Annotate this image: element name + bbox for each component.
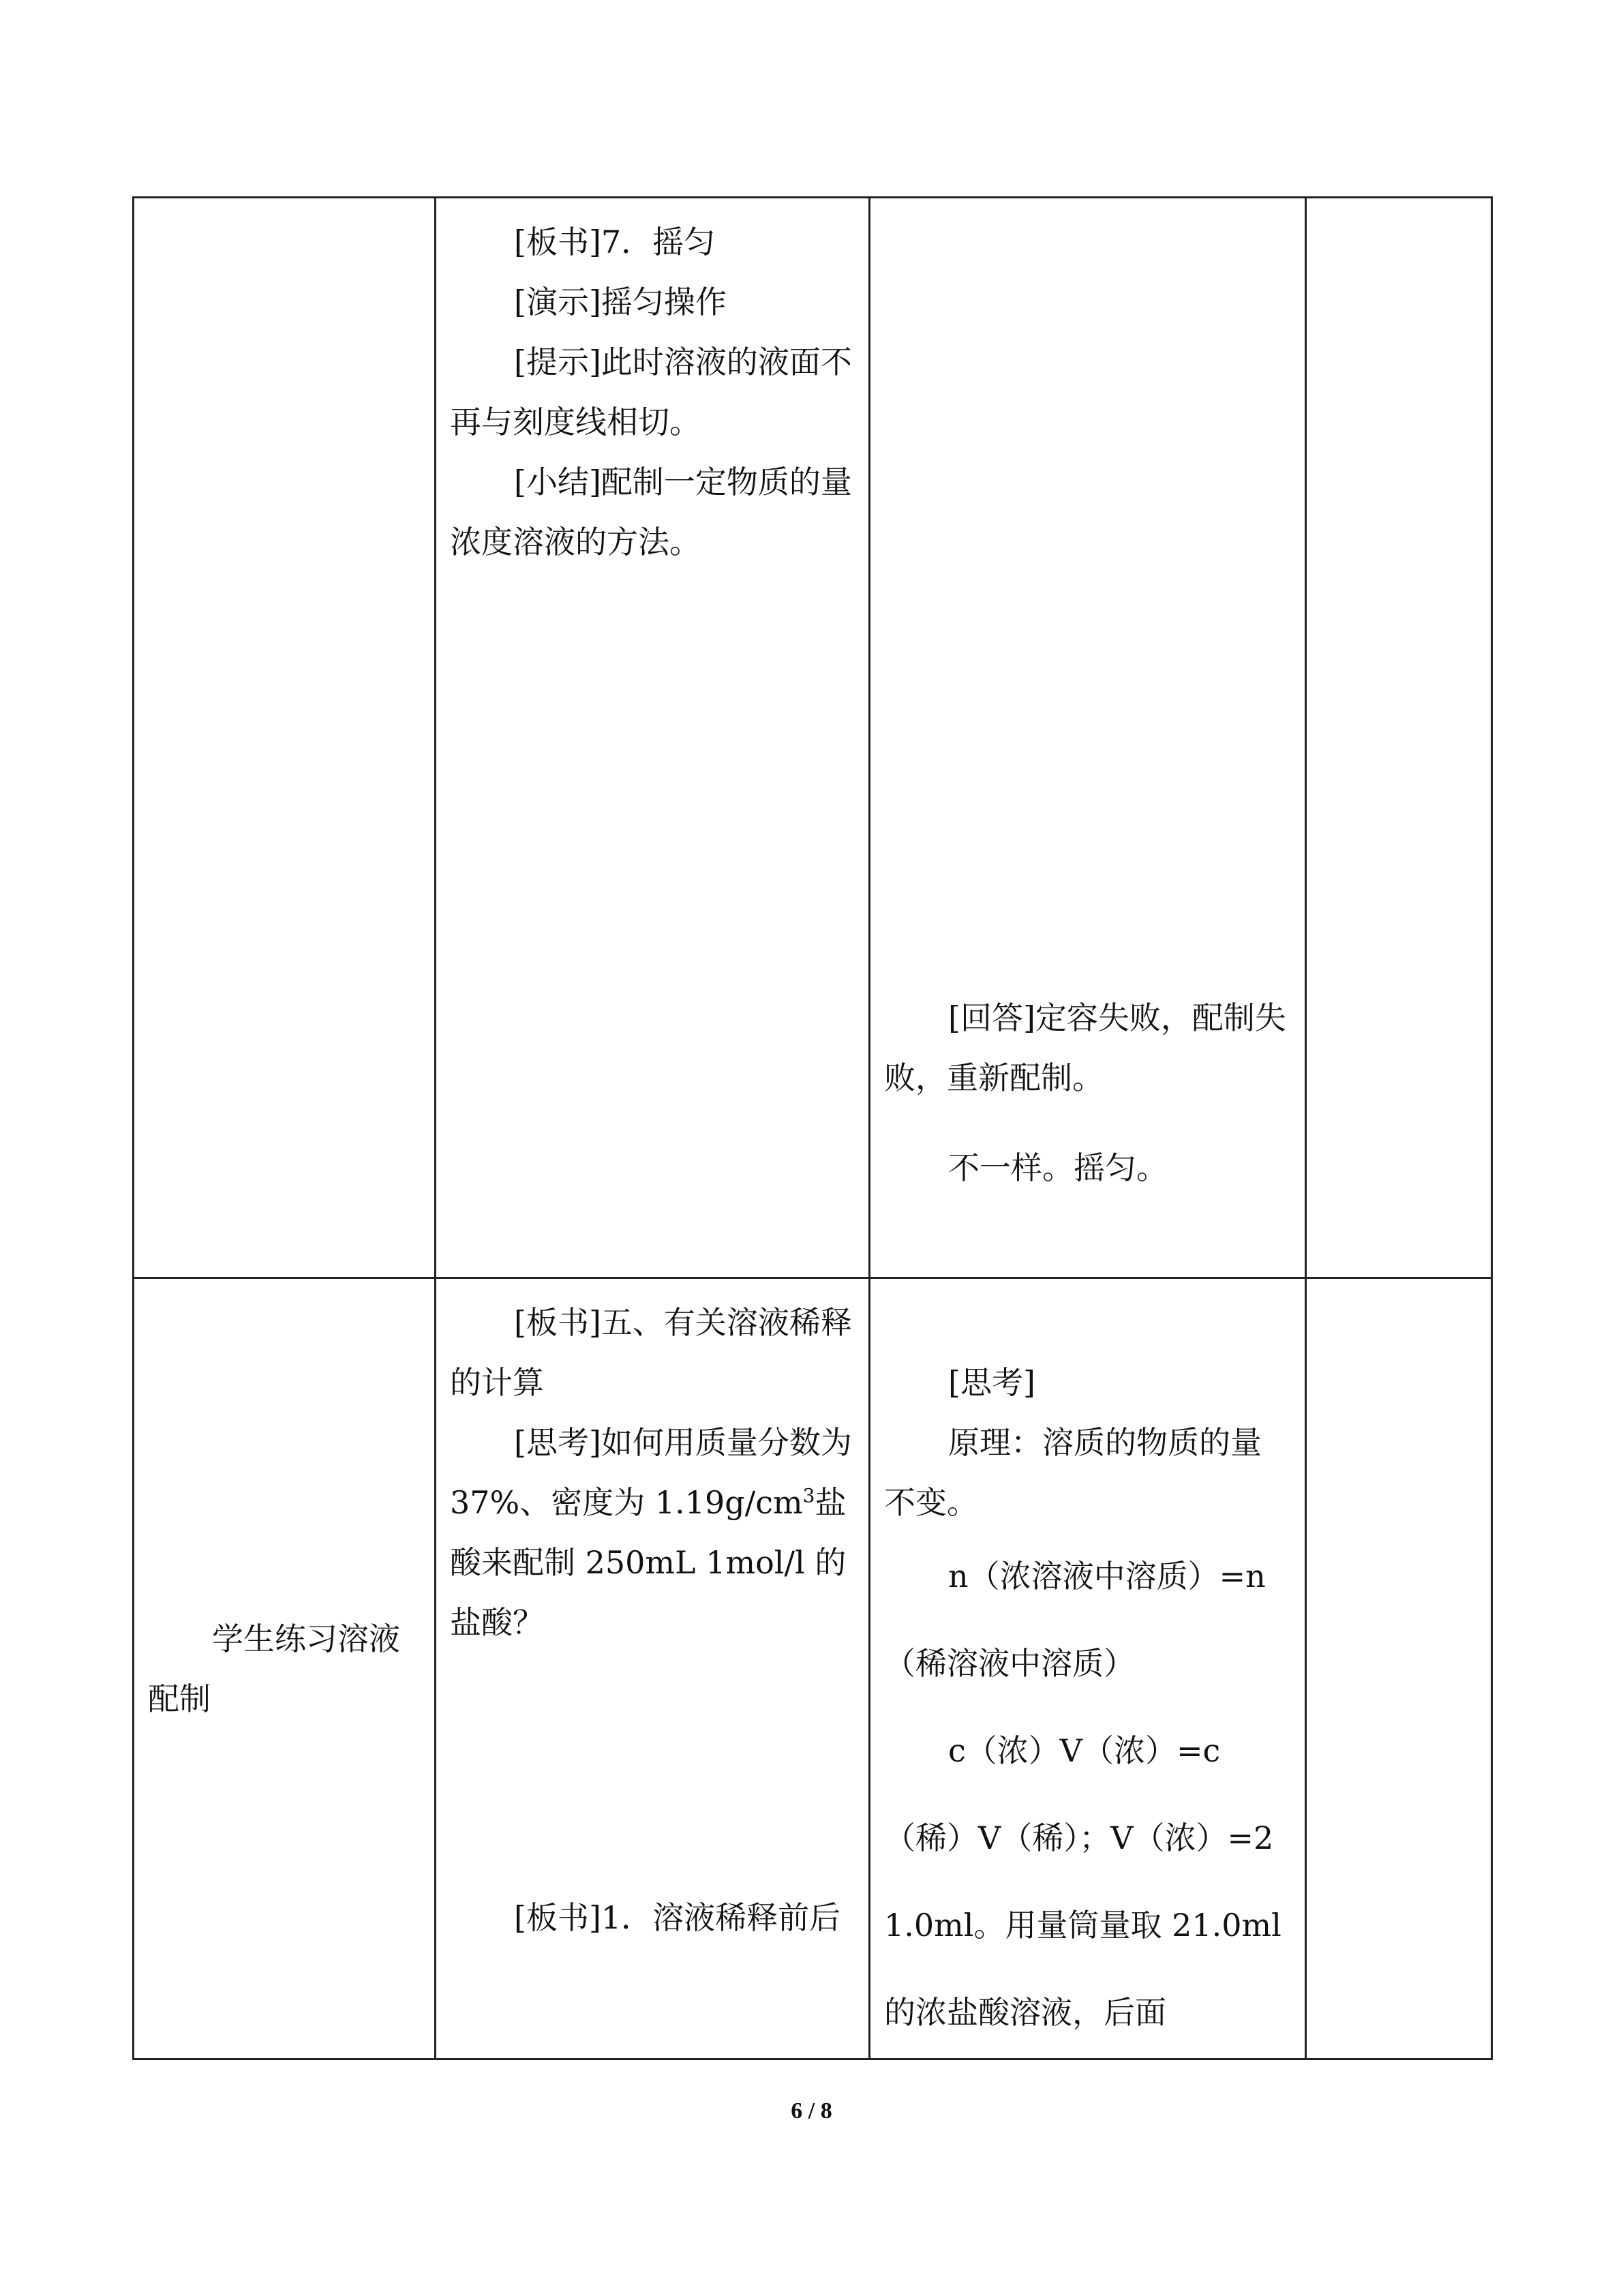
demo-note: [演示]摇匀操作 [514, 284, 727, 320]
student-activity-cell [870, 198, 1306, 1278]
answer-followup: 不一样。摇匀。 [948, 1149, 1168, 1186]
teacher-activity-cell [436, 198, 870, 1278]
formula-cv: c（浓）V（浓）=c（稀）V（稀）；V（浓）=21.0ml。用量筒量取 21.0ml 的浓盐酸溶液，后面 [884, 1732, 1281, 2031]
think-label: [思考] [948, 1364, 1035, 1401]
notes-cell [1306, 1278, 1492, 2059]
stage-cell [134, 1278, 436, 2059]
stage-cell [134, 198, 436, 1278]
think-question-text: [思考]如何用质量分数为 37%、密度为 1.19g/cm [450, 1424, 852, 1521]
board-note-dilution: [板书]1．溶液稀释前后 [514, 1899, 841, 1936]
board-note: [板书]7．摇匀 [514, 224, 716, 260]
table-row [134, 198, 1492, 1278]
superscript: 3 [802, 1484, 815, 1507]
hint-note: [提示]此时溶液的液面不再与刻度线相切。 [450, 344, 852, 440]
principle-note: 原理：溶质的物质的量不变。 [884, 1424, 1262, 1521]
board-note: [板书]五、有关溶液稀释的计算 [450, 1304, 852, 1401]
think-question [450, 1413, 856, 1652]
summary-note: [小结]配制一定物质的量浓度溶液的方法。 [450, 464, 852, 560]
table-row [134, 1278, 1492, 2059]
answer-note: [回答]定容失败，配制失败，重新配制。 [884, 999, 1286, 1096]
student-activity-cell [870, 1278, 1306, 2059]
notes-cell [1306, 198, 1492, 1278]
lesson-plan-table [132, 196, 1493, 2060]
formula-n: n（浓溶液中溶质）=n（稀溶液中溶质） [884, 1558, 1266, 1682]
stage-label: 学生练习溶液配制 [148, 1620, 400, 1717]
page-number: 6 / 8 [791, 2098, 832, 2124]
teacher-activity-cell [436, 1278, 870, 2059]
think-question-tail: 盐酸来配制 250mL 1mol/l 的盐酸？ [450, 1484, 847, 1641]
